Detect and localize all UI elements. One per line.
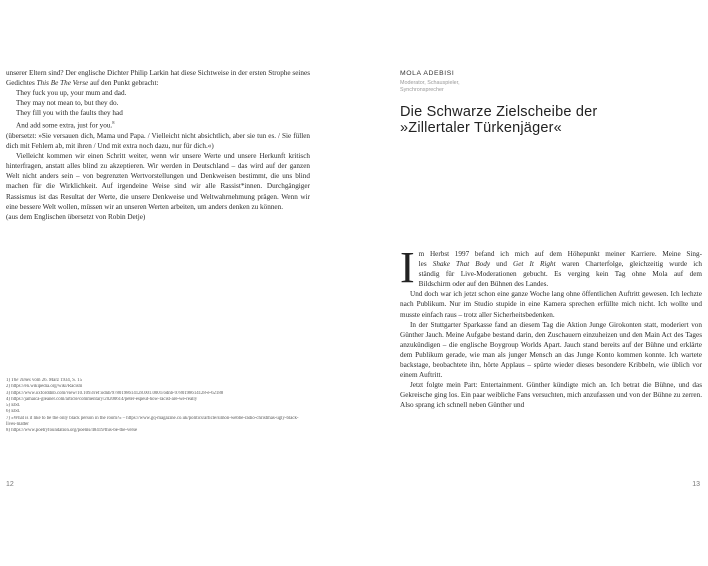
left-page-body (6, 68, 310, 222)
footnote: 6) Ebd. (6, 409, 21, 415)
footnote: 4) https://jamaica-gleaner.com/article/commentary/20200614/peter-espeut-how-racist-are-we-really (6, 396, 198, 402)
poem-line: They fuck you up, your mum and dad. (16, 89, 127, 98)
paragraph: Und doch war ich jetzt schon eine ganze Woche lang ohne öffentlichen Auftritt gewesen. Ich lechzte nach Publikum. Nur im Studio stupide in eine Kamera sprechen erfüllte mich nicht. Ich wollte und musste einfach raus – trotz aller Sicherheitsbedenken. (400, 290, 702, 319)
footnote-ref: 8 (112, 120, 115, 126)
footnote: 1) The Times vom 26. März 1934, S. 15 (6, 378, 83, 383)
poem-line: They fill you with the faults they had (16, 109, 123, 118)
single-title: Get It Right (513, 260, 556, 269)
footnote: 2) https://en.wikipedia.org/wiki/Racism (6, 384, 83, 390)
translation-credit: (aus dem Englischen übersetzt von Robin Detje) (6, 212, 146, 221)
right-page-body (400, 243, 703, 411)
poem-line: They may not mean to, but they do. (16, 99, 119, 108)
poem-quote (16, 88, 310, 131)
translation-note: (übersetzt: »Sie versauen dich, Mama und Papa. / Vielleicht nicht absichtlich, aber sie tun es. / Sie füllen dich mit Fehlern ab, mit ihren / Und mit extra noch dazu, nur für dich.«) (6, 131, 310, 151)
author-name: MOLA ADEBISI (400, 70, 455, 77)
paragraph: Jetzt folgte mein Part: Entertainment. Günther kündigte mich an. Ich betrat die Bühne, und das Gekreische ging los. Ein paar weibliche Fans versuchten, mich anzufassen und von der Bühne zu zerren. Also sprang ich schnell neben Günther und (400, 381, 702, 410)
drop-cap: I (400, 243, 415, 292)
paragraph: Vielleicht kommen wir einen Schritt weiter, wenn wir unsere Werte und unsere Herkunft kritisch hinterfragen, anstatt alles blind zu akzeptieren. Wir werden in Deutschland – das wird auf der ganzen Welt nicht anders sein – von begrenzten Wertvorstellungen und Denkweisen bestimmt, die uns blind machen für die Wirklichkeit. Auf irgendeine Weise sind wir alle Rassist*innen. Durchgängiger Rassismus ist das Resultat der Werte, die unsere Denkweise und Weltwahrnehmung prägen. Wenn wir eine bessere Welt wollen, müssen wir an unseren Werten arbeiten, um anders denken zu können. (6, 152, 310, 211)
right-page (354, 0, 708, 566)
single-title: Shake That Body (432, 260, 491, 269)
footnote: 8) https://www.poetryfoundation.org/poems/48419/this-be-the-verse (6, 428, 138, 434)
opening-paragraph: I m Herbst 1997 befand ich mich auf dem Höhepunkt meiner Karriere. Meine Sing- les Shake That Body und Get It Right waren Charterfolge, gleichzeitig wurde ich ständig für Live-Moderationen gebucht. Es verging kein Tag ohne Mola auf dem Bildschirm oder auf den Bühnen des Landes. (400, 243, 703, 292)
poem-line: And add some extra, just for you.$^8$ (16, 120, 115, 130)
footnote: 7) »What is it like to be the only black person in the room?« – https://www.gq-magazine.co.uk/politics/article/simon-webbe-radio-christmas-ugly-black-lives-matter (6, 415, 299, 428)
paragraph: In der Stuttgarter Sparkasse fand an diesem Tag die Aktion Junge Girokonten statt, moderiert von Günther Jauch. Meine Aufgabe bestand darin, den Zuschauern einzuheizen und den Main Act des Tages anzukündigen – die englische Boygroup Worlds Apart. Jauch stand bereits auf der Bühne und erklärte dem Publikum gerade, wie man als junger Mensch an das Junge Konto kommen konnte. Ich wartete backstage, beobachtete ihn, hörte Applaus – spürte wieder dieses besondere Kribbeln, wie üblich vor einem Auftritt. (400, 320, 702, 380)
author-roles: Moderator, Schauspieler, Synchronsprecher (400, 80, 460, 93)
page-number: 12 (6, 481, 14, 488)
footnote: 5) Ebd. (6, 403, 21, 409)
poem-title: This Be The Verse (36, 79, 89, 88)
footnotes (6, 378, 306, 435)
chapter-title: Die Schwarze Zielscheibe der »Zillertaler Türkenjäger« (400, 104, 598, 136)
paragraph: unserer Eltern sind? Der englische Dichter Philip Larkin hat diese Sichtweise in der ersten Strophe seines Gedichtes This Be The Verse auf den Punkt gebracht: (6, 69, 310, 88)
footnote: 3) https://www.oxforddnb.com/view/10.1093/ref:odnb/9780198614128.001.0001/odnb-9780198614128-e-62188 (6, 390, 224, 396)
page-number: 13 (692, 481, 700, 488)
